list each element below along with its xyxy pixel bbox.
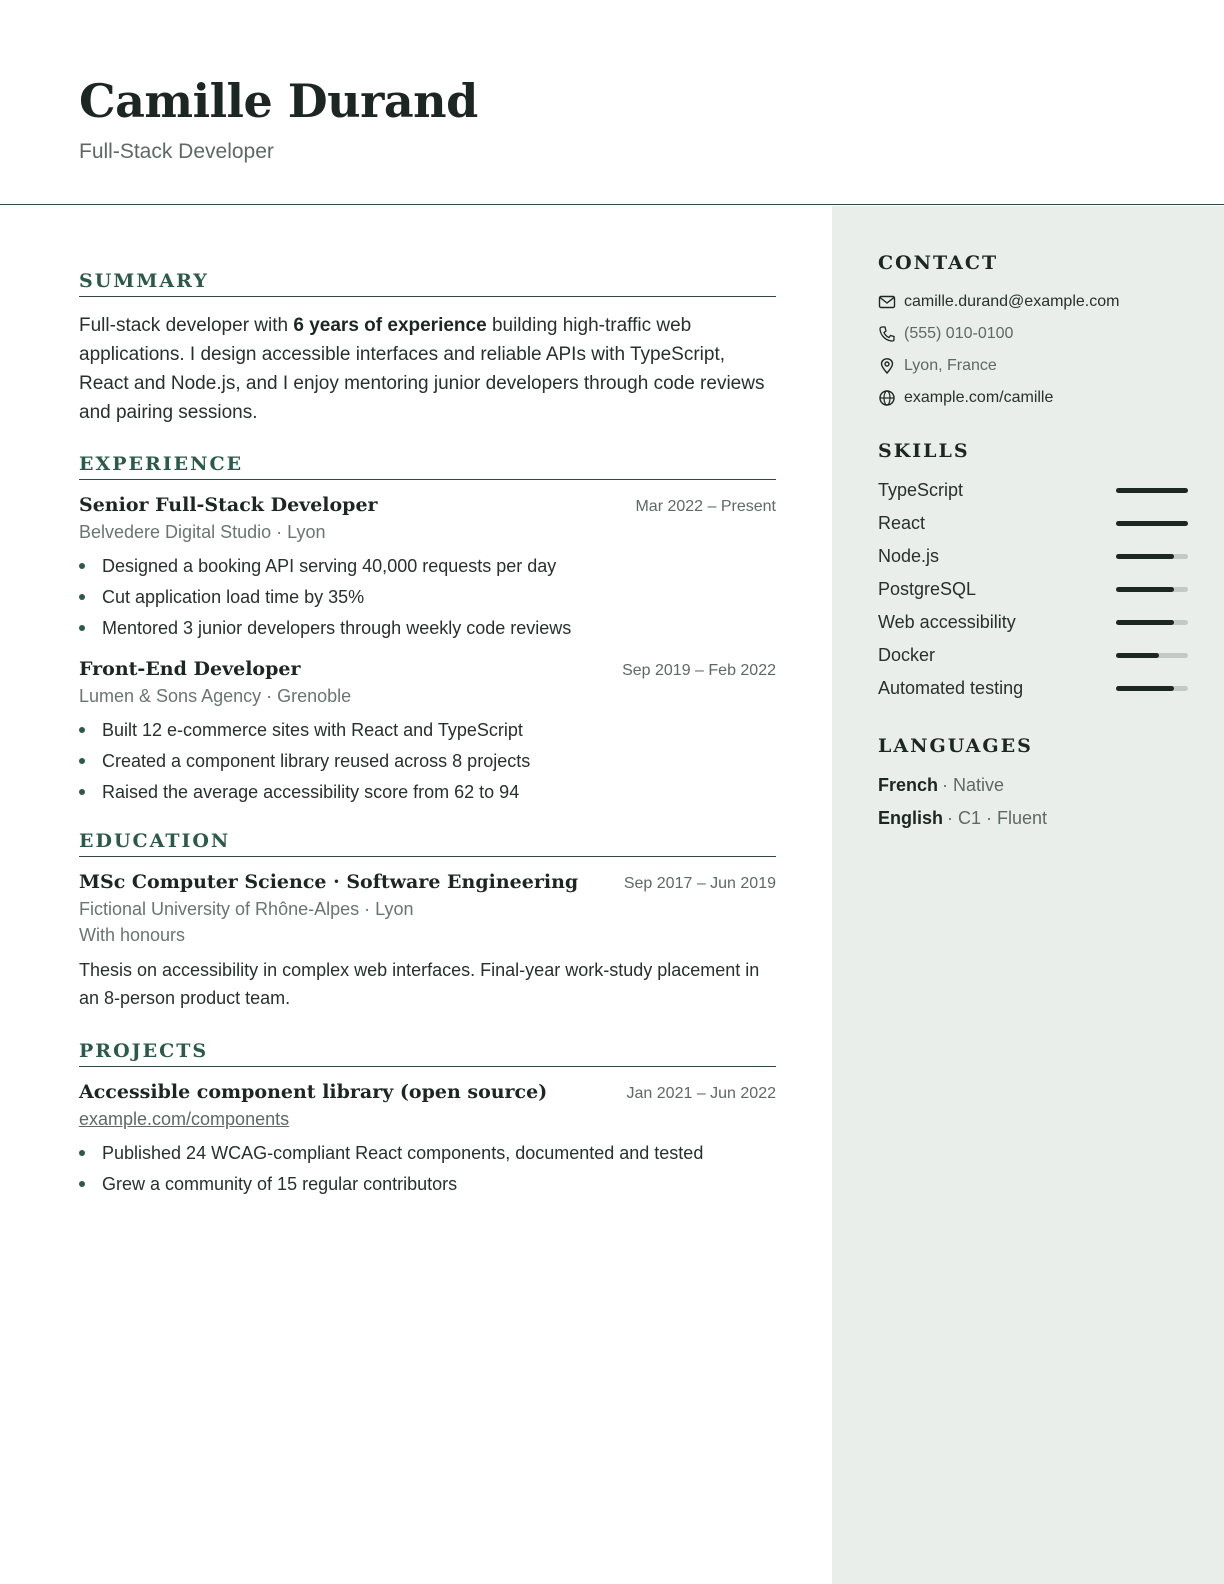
skill-level-bar bbox=[1116, 686, 1188, 691]
skill-level-fill bbox=[1116, 554, 1174, 559]
skill-item bbox=[878, 573, 1188, 606]
skill-level-fill bbox=[1116, 488, 1188, 493]
language-level: · Native bbox=[942, 775, 1005, 795]
summary-text-start: Full-stack developer with bbox=[79, 315, 294, 336]
job-bullets bbox=[79, 715, 776, 808]
job-title: Front-End Developer bbox=[79, 658, 301, 680]
contact-website-text: example.com/camille bbox=[904, 389, 1054, 406]
language-level: · C1 · Fluent bbox=[947, 808, 1048, 828]
language-item bbox=[878, 802, 1188, 835]
jobs-list bbox=[79, 494, 776, 808]
skill-level-bar bbox=[1116, 587, 1188, 592]
languages-heading: LANGUAGES bbox=[878, 735, 1033, 757]
projects-section bbox=[79, 1040, 776, 1200]
education-entry bbox=[79, 871, 776, 1012]
job-header bbox=[79, 494, 776, 516]
skill-item bbox=[878, 639, 1188, 672]
education-heading: EDUCATION bbox=[79, 830, 776, 857]
job-title: Senior Full-Stack Developer bbox=[79, 494, 378, 516]
location-pin-icon bbox=[878, 357, 896, 375]
school-name: Fictional University of Rhône-Alpes · Lyon bbox=[79, 899, 414, 919]
job-entry bbox=[79, 658, 776, 808]
job-entry bbox=[79, 494, 776, 644]
project-header bbox=[79, 1081, 776, 1103]
phone-icon bbox=[878, 325, 896, 343]
skill-name: React bbox=[878, 513, 926, 533]
job-bullet: Mentored 3 junior developers through weekly code reviews bbox=[79, 613, 776, 644]
education-honours: With honours bbox=[79, 925, 186, 945]
skill-item bbox=[878, 474, 1188, 507]
job-bullet: Created a component library reused across 8 projects bbox=[79, 746, 776, 777]
job-header bbox=[79, 658, 776, 680]
contact-location-text: Lyon, France bbox=[904, 357, 997, 374]
contact-email-text: camille.durand@example.com bbox=[904, 293, 1120, 310]
mail-icon bbox=[878, 293, 896, 311]
job-dates: Mar 2022 – Present bbox=[635, 498, 776, 515]
skill-name: Node.js bbox=[878, 546, 940, 566]
education-dates: Sep 2017 – Jun 2019 bbox=[623, 875, 776, 892]
skills-heading: SKILLS bbox=[878, 440, 970, 462]
job-bullet: Designed a booking API serving 40,000 requests per day bbox=[79, 551, 776, 582]
skill-level-bar bbox=[1116, 521, 1188, 526]
education-description: Thesis on accessibility in complex web interfaces. Final-year work-study placement in an 8-person product team. bbox=[79, 960, 760, 1008]
job-company: Belvedere Digital Studio · Lyon bbox=[79, 522, 326, 542]
job-bullet: Cut application load time by 35% bbox=[79, 582, 776, 613]
education-section bbox=[79, 830, 776, 1012]
skill-name: Automated testing bbox=[878, 678, 1024, 698]
skill-item bbox=[878, 672, 1188, 705]
job-bullets bbox=[79, 551, 776, 644]
skill-item bbox=[878, 540, 1188, 573]
job-company: Lumen & Sons Agency · Grenoble bbox=[79, 686, 352, 706]
globe-icon bbox=[878, 389, 896, 407]
skill-name: PostgreSQL bbox=[878, 579, 977, 599]
summary-text bbox=[79, 311, 776, 427]
sidebar bbox=[832, 206, 1224, 1584]
summary-text-end: building high-traffic web applications. I design accessible interfaces and reliable APIs with TypeScript, React and Node.js, and I enjoy mentoring junior developers through code reviews and pairing sessions. bbox=[79, 315, 765, 423]
skill-level-fill bbox=[1116, 620, 1174, 625]
skill-name: Web accessibility bbox=[878, 612, 1016, 632]
skill-item bbox=[878, 507, 1188, 540]
project-dates: Jan 2021 – Jun 2022 bbox=[626, 1085, 776, 1102]
job-bullet: Raised the average accessibility score from 62 to 94 bbox=[79, 777, 776, 808]
candidate-role: Full-Stack Developer bbox=[79, 140, 274, 163]
contact-email[interactable] bbox=[878, 286, 1188, 318]
summary-heading: SUMMARY bbox=[79, 270, 776, 297]
contact-heading: CONTACT bbox=[878, 252, 999, 274]
contact-website[interactable] bbox=[878, 382, 1188, 414]
skill-level-bar bbox=[1116, 620, 1188, 625]
skill-level-fill bbox=[1116, 587, 1174, 592]
contact-list bbox=[878, 286, 1188, 414]
skill-level-bar bbox=[1116, 653, 1188, 658]
skill-level-fill bbox=[1116, 686, 1174, 691]
contact-location bbox=[878, 350, 1188, 382]
skill-level-bar bbox=[1116, 488, 1188, 493]
main-column bbox=[79, 270, 776, 1210]
project-bullet: Published 24 WCAG-compliant React components, documented and tested bbox=[79, 1138, 776, 1169]
skill-name: Docker bbox=[878, 645, 936, 665]
project-entry bbox=[79, 1081, 776, 1200]
language-name: French bbox=[878, 775, 939, 795]
project-bullets bbox=[79, 1138, 776, 1200]
job-dates: Sep 2019 – Feb 2022 bbox=[622, 662, 776, 679]
skill-level-fill bbox=[1116, 653, 1159, 658]
project-bullet: Grew a community of 15 regular contributors bbox=[79, 1169, 776, 1200]
projects-list bbox=[79, 1081, 776, 1200]
skills-list bbox=[878, 474, 1188, 705]
project-title: Accessible component library (open source) bbox=[79, 1081, 548, 1103]
job-bullet: Built 12 e-commerce sites with React and TypeScript bbox=[79, 715, 776, 746]
summary-section bbox=[79, 270, 776, 427]
skill-name: TypeScript bbox=[878, 480, 964, 500]
contact-phone-text: (555) 010-0100 bbox=[904, 325, 1014, 342]
contact-phone[interactable] bbox=[878, 318, 1188, 350]
projects-heading: PROJECTS bbox=[79, 1040, 776, 1067]
language-item bbox=[878, 769, 1188, 802]
resume-header bbox=[0, 0, 1224, 205]
degree-title: MSc Computer Science · Software Engineering bbox=[79, 871, 579, 893]
experience-section bbox=[79, 453, 776, 808]
skill-level-fill bbox=[1116, 521, 1188, 526]
experience-heading: EXPERIENCE bbox=[79, 453, 776, 480]
language-name: English bbox=[878, 808, 944, 828]
skill-item bbox=[878, 606, 1188, 639]
languages-list bbox=[878, 769, 1188, 835]
candidate-name: Camille Durand bbox=[79, 74, 478, 128]
project-link[interactable]: example.com/components bbox=[79, 1109, 290, 1129]
summary-text-highlight: 6 years of experience bbox=[293, 315, 487, 336]
skill-level-bar bbox=[1116, 554, 1188, 559]
